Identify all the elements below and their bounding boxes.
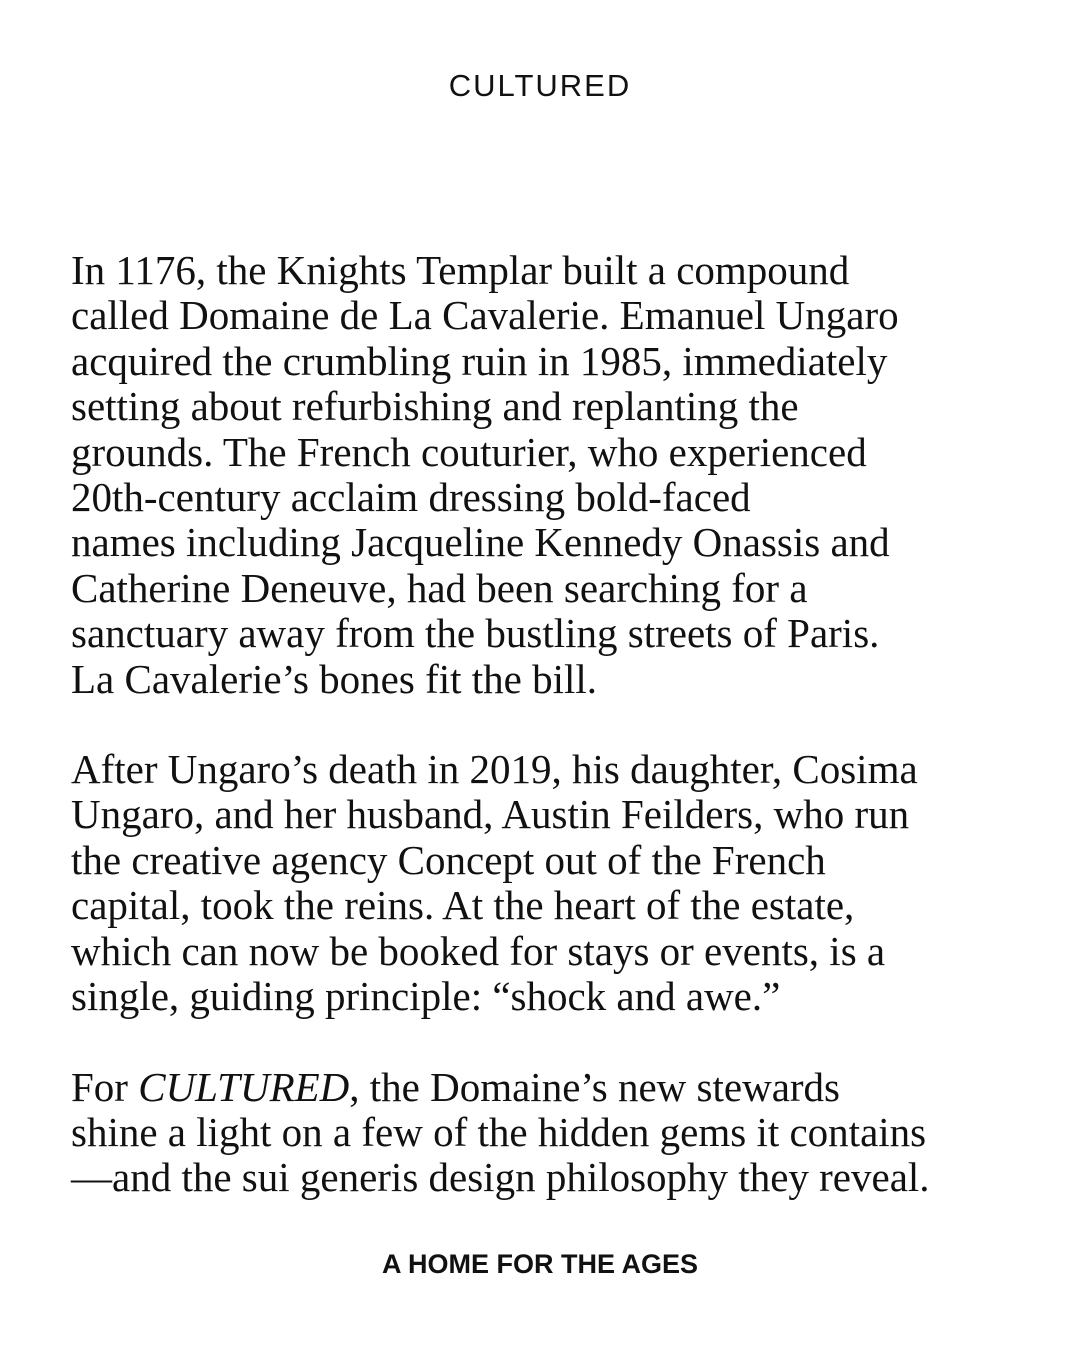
paragraph-line: sanctuary away from the bustling streets of Paris. (71, 610, 880, 657)
paragraph-line: In 1176, the Knights Templar built a compound (71, 247, 850, 293)
paragraph-text: For (71, 1063, 139, 1110)
paragraph-line: capital, took the reins. At the heart of the estate, (71, 882, 855, 929)
paragraph-line: single, guiding principle: “shock and awe.” (71, 973, 781, 1020)
article-paragraph-1 (71, 248, 1031, 702)
paragraph-line (71, 1065, 1031, 1110)
paragraph-line: shine a light on a few of the hidden gems it contains (71, 1108, 927, 1155)
article-paragraph-2 (71, 747, 1031, 1019)
paragraph-line: La Cavalerie’s bones fit the bill. (71, 655, 598, 702)
paragraph-line: Catherine Deneuve, had been searching for a (71, 564, 808, 611)
paragraph-line: After Ungaro’s death in 2019, his daughter, Cosima (71, 746, 918, 793)
article-body (71, 248, 1031, 1246)
paragraph-line: setting about refurbishing and replanting the (71, 383, 799, 430)
cultured-logo: CULTURED (448, 68, 632, 103)
paragraph-line: the creative agency Concept out of the French (71, 836, 826, 883)
paragraph-line: acquired the crumbling ruin in 1985, immediately (71, 337, 888, 384)
paragraph-line: names including Jacqueline Kennedy Onassis and (71, 519, 890, 566)
paragraph-line: grounds. The French couturier, who experienced (71, 428, 867, 475)
section-title: A HOME FOR THE AGES (381, 1249, 698, 1279)
paragraph-line: called Domaine de La Cavalerie. Emanuel Ungaro (71, 292, 899, 339)
article-paragraph-3 (71, 1065, 1031, 1201)
magazine-name-italic: CULTURED (138, 1063, 350, 1110)
paragraph-text: , the Domaine’s new stewards (349, 1063, 841, 1110)
paragraph-line: 20th-century acclaim dressing bold-faced (71, 474, 751, 521)
paragraph-line: Ungaro, and her husband, Austin Feilders, who run (71, 791, 910, 838)
paragraph-line: —and the sui generis design philosophy they reveal. (71, 1154, 930, 1201)
paragraph-line: which can now be booked for stays or events, is a (71, 927, 886, 974)
